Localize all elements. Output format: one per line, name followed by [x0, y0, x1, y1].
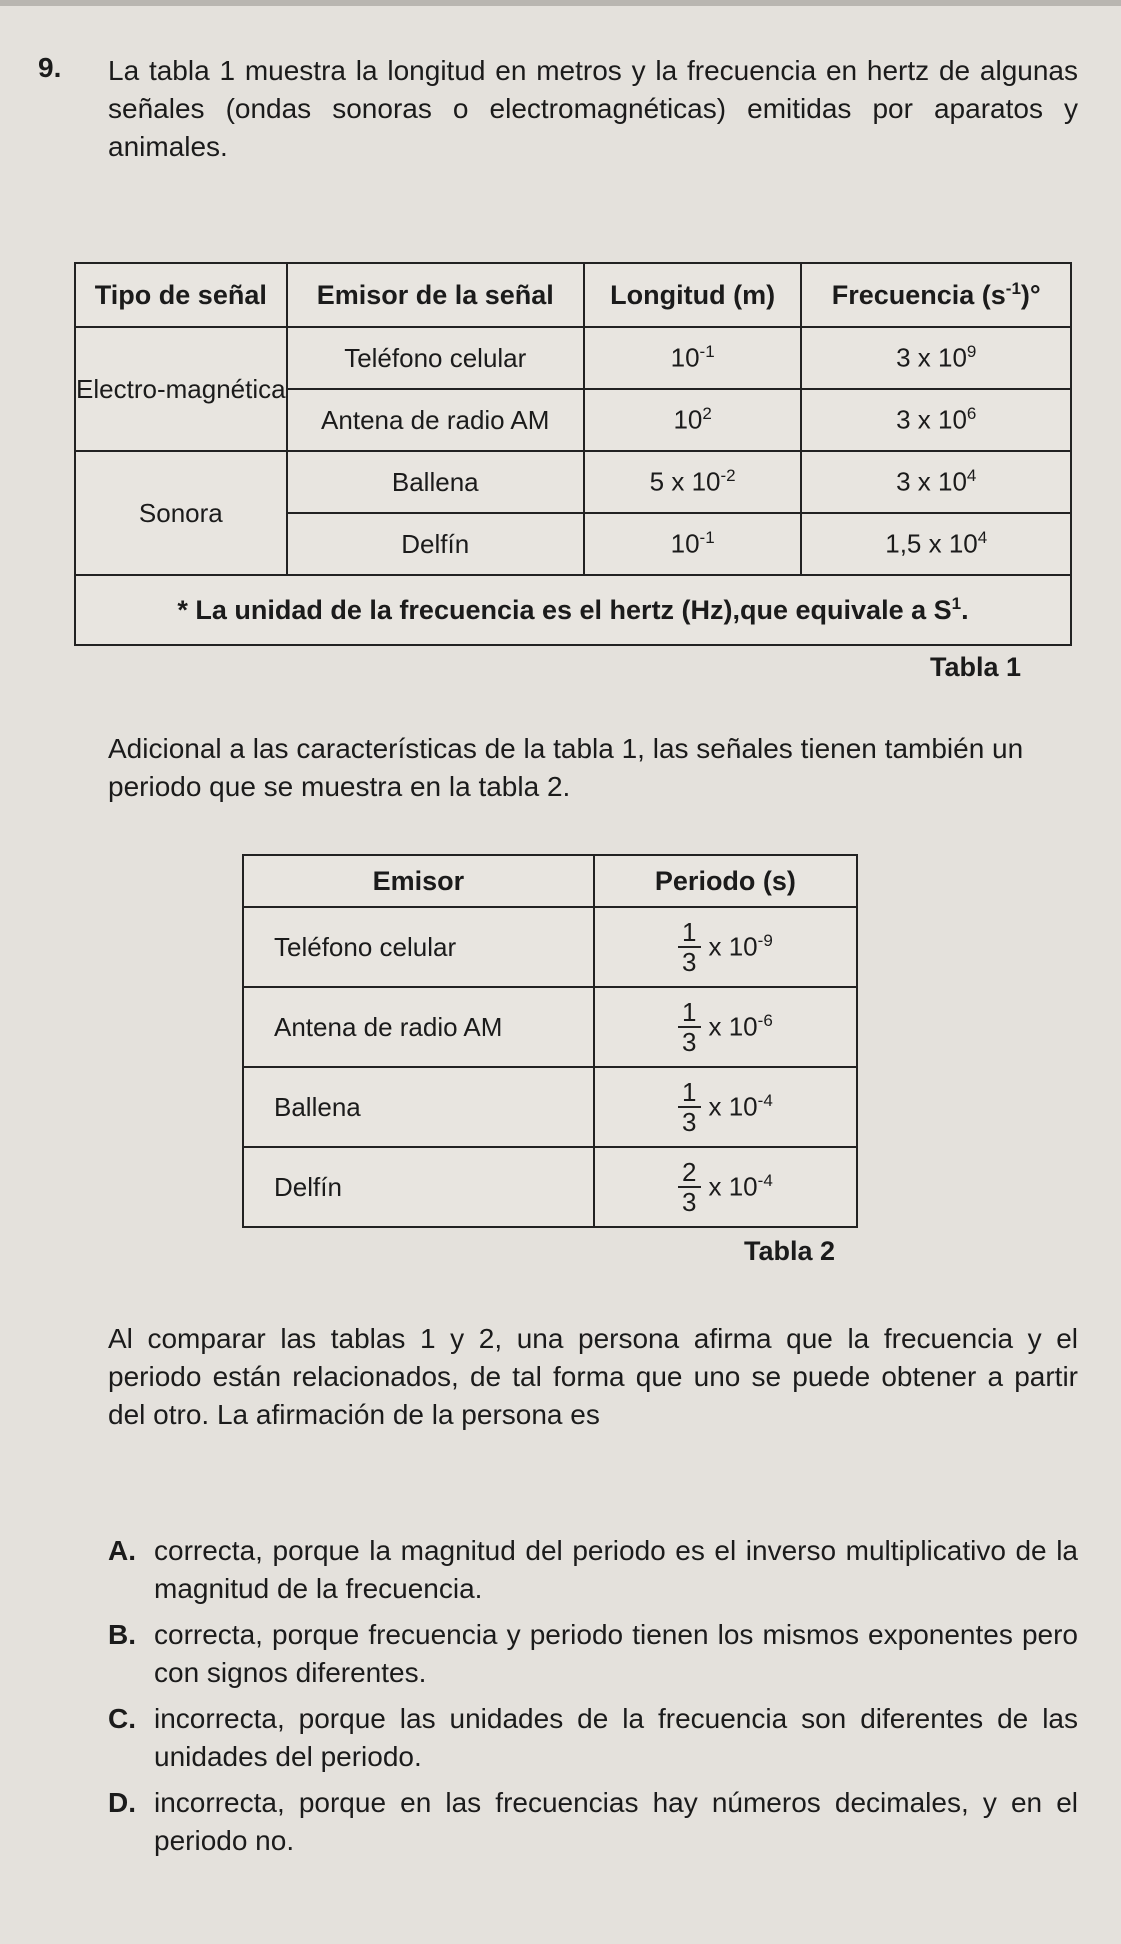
- table-1: [74, 262, 1072, 646]
- option-a[interactable]: [108, 1532, 1078, 1608]
- emitter-cell: Delfín: [287, 513, 584, 575]
- option-letter: D.: [108, 1787, 136, 1818]
- period-cell: $\frac{2}{3}$ x $10^{-4}$: [594, 1147, 857, 1227]
- table-1-header-row: [75, 263, 1071, 327]
- period-fraction: $\frac{1}{3}$: [678, 998, 700, 1056]
- emitter-cell: Ballena: [287, 451, 584, 513]
- period-fraction: $\frac{1}{3}$: [678, 918, 700, 976]
- option-text: incorrecta, porque las unidades de la frecuencia son diferentes de las unidades del periodo.: [154, 1703, 1078, 1772]
- group-type-cell: Electro-magnética: [75, 327, 287, 451]
- paragraph-2: Adicional a las características de la tabla 1, las señales tienen también un periodo que se muestra en la tabla 2.: [108, 733, 1024, 802]
- emitter-cell: Delfín: [243, 1147, 594, 1227]
- emitter-cell: Antena de radio AM: [287, 389, 584, 451]
- period-cell: $\frac{1}{3}$ x $10^{-4}$: [594, 1067, 857, 1147]
- emitter-cell: Teléfono celular: [243, 907, 594, 987]
- frequency-cell: 3 x $10^4$: [801, 451, 1071, 513]
- frequency-cell: 3 x $10^9$: [801, 327, 1071, 389]
- option-b[interactable]: [108, 1616, 1078, 1692]
- table-row: [243, 1147, 857, 1227]
- option-text: correcta, porque frecuencia y periodo tienen los mismos exponentes pero con signos diferentes.: [154, 1619, 1078, 1688]
- table-2-caption: Tabla 2: [744, 1236, 836, 1266]
- period-fraction: $\frac{2}{3}$: [678, 1158, 700, 1216]
- option-letter: A.: [108, 1535, 136, 1566]
- option-d[interactable]: [108, 1784, 1078, 1860]
- option-c[interactable]: [108, 1700, 1078, 1776]
- length-cell: $10^2$: [584, 389, 802, 451]
- question-number: 9.: [38, 52, 62, 83]
- frequency-unit-note: * La unidad de la frecuencia es el hertz (Hz),que equivale a $S^1$.: [75, 575, 1071, 645]
- header-signal-type: Tipo de señal: [75, 263, 287, 327]
- frequency-cell: 1,5 x $10^4$: [801, 513, 1071, 575]
- emitter-cell: Teléfono celular: [287, 327, 584, 389]
- table-row: [243, 1067, 857, 1147]
- header-frequency: Frecuencia $(s^{-1})^\circ$: [801, 263, 1071, 327]
- group-type-cell: Sonora: [75, 451, 287, 575]
- period-cell: $\frac{1}{3}$ x $10^{-6}$: [594, 987, 857, 1067]
- table-row: [243, 907, 857, 987]
- header-emitter: Emisor: [243, 855, 594, 907]
- table-row: [243, 987, 857, 1067]
- option-letter: B.: [108, 1619, 136, 1650]
- header-period: Periodo (s): [594, 855, 857, 907]
- option-text: incorrecta, porque en las frecuencias hay números decimales, y en el periodo no.: [154, 1787, 1078, 1856]
- emitter-cell: Ballena: [243, 1067, 594, 1147]
- header-length: Longitud (m): [584, 263, 802, 327]
- top-border: [0, 0, 1121, 6]
- length-cell: 5 x $10^{-2}$: [584, 451, 802, 513]
- option-letter: C.: [108, 1703, 136, 1734]
- header-emitter: Emisor de la señal: [287, 263, 584, 327]
- table-row: [75, 451, 1071, 513]
- table-row: [75, 327, 1071, 389]
- emitter-cell: Antena de radio AM: [243, 987, 594, 1067]
- table-2: [242, 854, 858, 1228]
- option-text: correcta, porque la magnitud del periodo es el inverso multiplicativo de la magnitud de la frecuencia.: [154, 1535, 1078, 1604]
- length-cell: $10^{-1}$: [584, 327, 802, 389]
- length-cell: $10^{-1}$: [584, 513, 802, 575]
- question-intro: La tabla 1 muestra la longitud en metros y la frecuencia en hertz de algunas señales (ondas sonoras o electromagnéticas) emitidas por aparatos y animales.: [108, 55, 1078, 162]
- period-fraction: $\frac{1}{3}$: [678, 1078, 700, 1136]
- frequency-cell: 3 x $10^6$: [801, 389, 1071, 451]
- paragraph-3: Al comparar las tablas 1 y 2, una persona afirma que la frecuencia y el periodo están relacionados, de tal forma que uno se puede obtener a partir del otro. La afirmación de la persona es: [108, 1323, 1078, 1430]
- period-cell: $\frac{1}{3}$ x $10^{-9}$: [594, 907, 857, 987]
- table-2-header-row: [243, 855, 857, 907]
- table-1-caption: Tabla 1: [930, 652, 1022, 682]
- table-1-note-row: [75, 575, 1071, 645]
